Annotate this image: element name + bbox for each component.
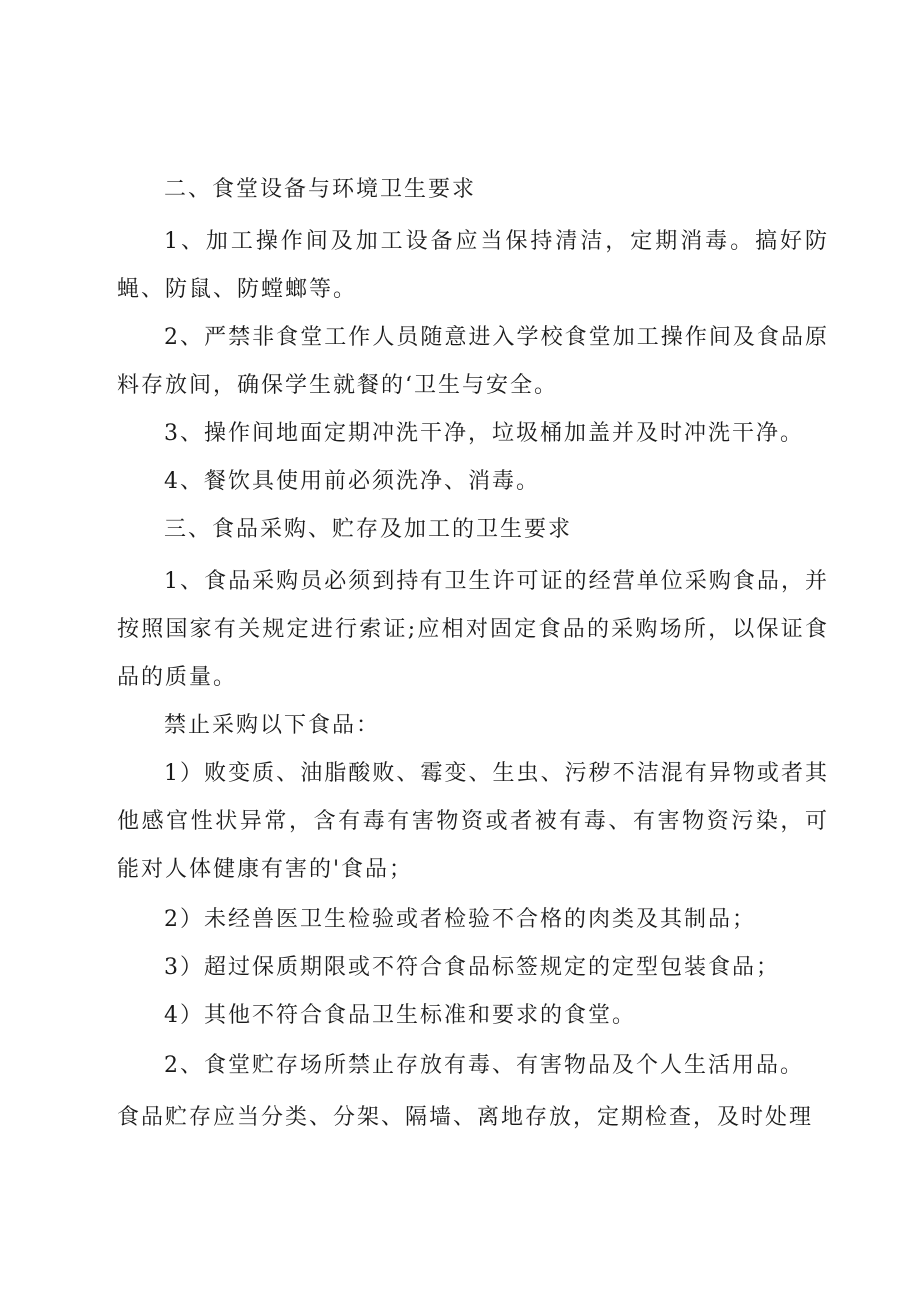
paragraph-procurement-1: 1、食品采购员必须到持有卫生许可证的经营单位采购食品，并按照国家有关规定进行索证;应相对固定食品的采购场所，以保证食品的质量。 <box>117 569 829 690</box>
paragraph-prohibited-intro: 禁止采购以下食品： <box>164 713 381 738</box>
section-heading-procurement: 三、食品采购、贮存及加工的卫生要求 <box>164 517 573 542</box>
paragraph-item-3: 3、操作间地面定期冲洗干净，垃圾桶加盖并及时冲洗干净。 <box>164 421 804 446</box>
section-heading-equipment: 二、食堂设备与环境卫生要求 <box>164 177 477 202</box>
list-item-prohibited-4: 4）其他不符合食品卫生标准和要求的食堂。 <box>164 1003 636 1028</box>
list-item-prohibited-1: 1）败变质、油脂酸败、霉变、生虫、污秽不洁混有异物或者其他感官性状异常，含有毒有害物资或者被有毒、有害物资污染，可能对人体健康有害的'食品； <box>117 761 829 882</box>
paragraph-item-1: 1、加工操作间及加工设备应当保持清洁，定期消毒。搞好防蝇、防鼠、防螳螂等。 <box>117 229 829 302</box>
paragraph-item-4: 4、餐饮具使用前必须洗净、消毒。 <box>164 469 540 494</box>
paragraph-storage-2: 2、食堂贮存场所禁止存放有毒、有害物品及个人生活用品。 <box>164 1053 804 1078</box>
paragraph-storage-continued: 食品贮存应当分类、分架、隔墙、离地存放，定期检查，及时处理 <box>117 1105 814 1130</box>
list-item-prohibited-3: 3）超过保质期限或不符合食品标签规定的定型包装食品； <box>164 955 780 980</box>
paragraph-item-2: 2、严禁非食堂工作人员随意进入学校食堂加工操作间及食品原料存放间，确保学生就餐的‘卫生与安全。 <box>117 325 829 398</box>
list-item-prohibited-2: 2）未经兽医卫生检验或者检验不合格的肉类及其制品； <box>164 907 756 932</box>
